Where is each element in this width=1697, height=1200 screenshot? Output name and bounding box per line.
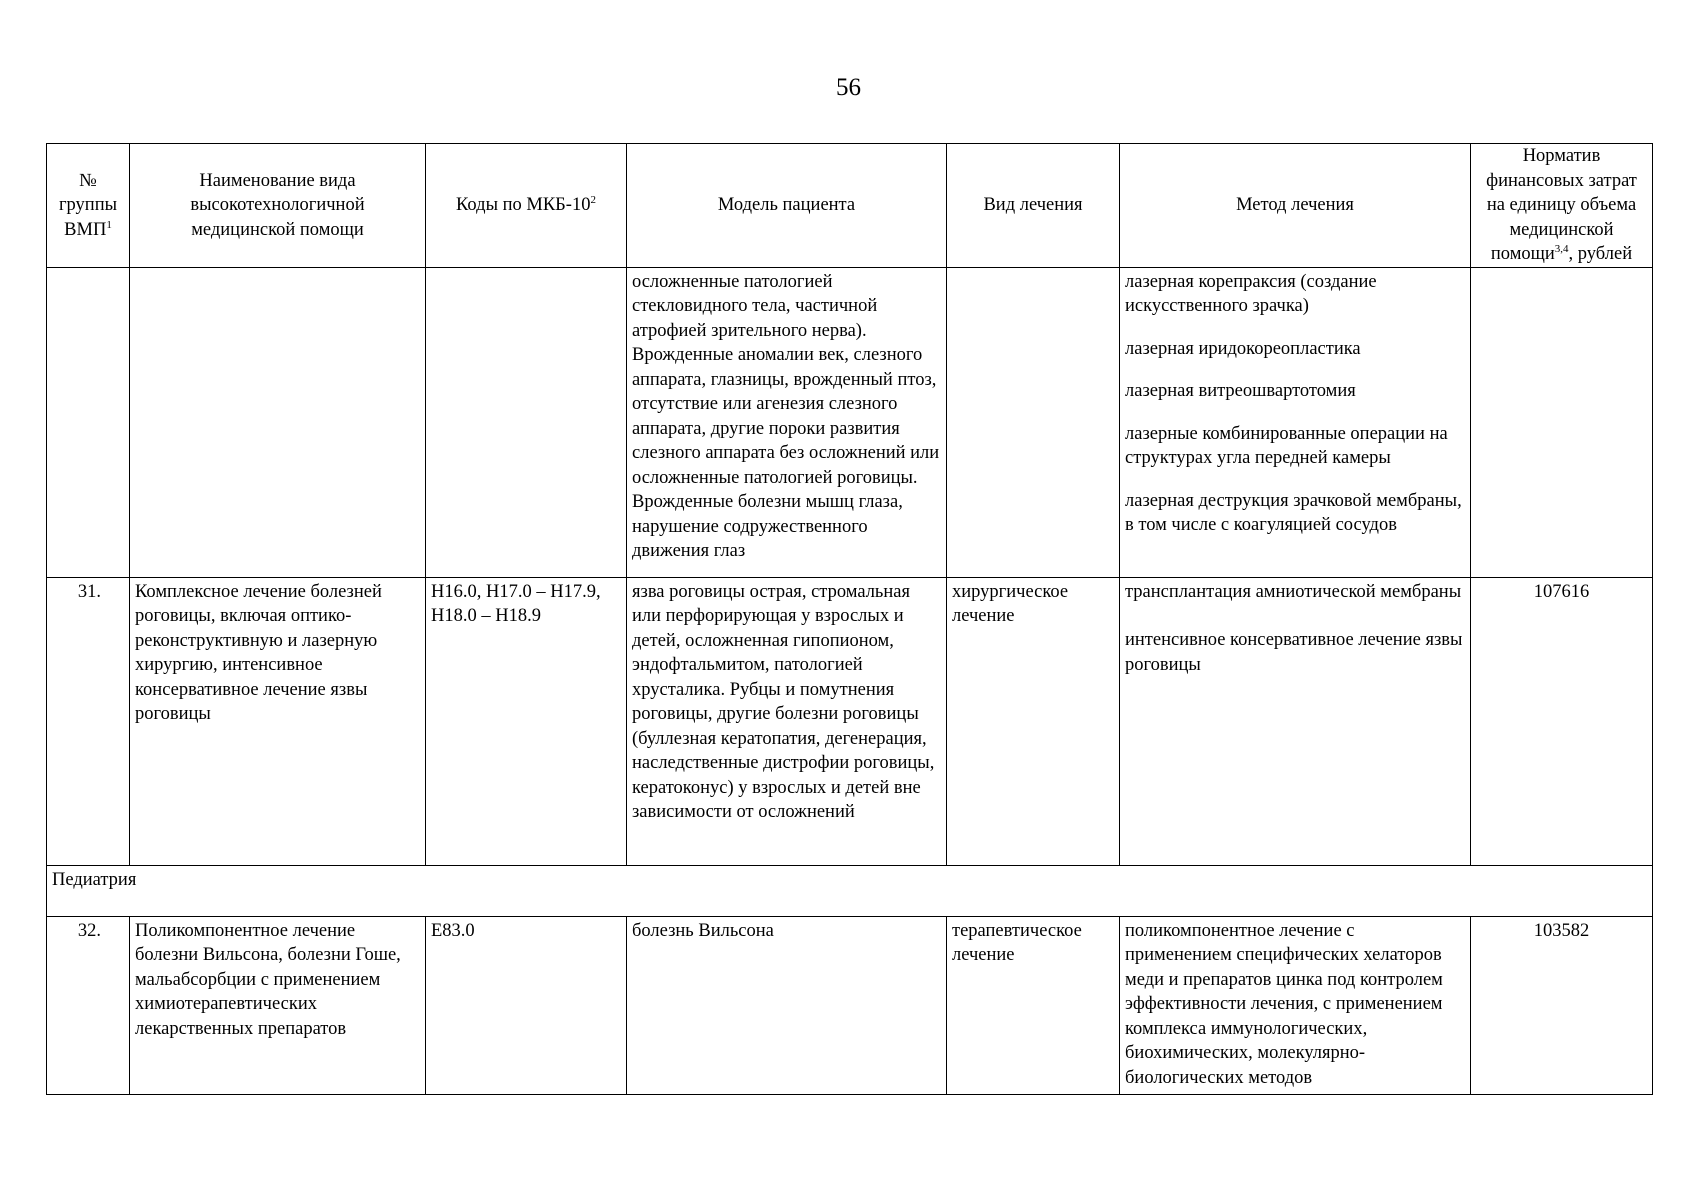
- method-item: лазерная корепраксия (создание искусственного зрачка): [1125, 271, 1377, 316]
- header-care-type: Наименование вида высокотехнологичной медицинской помощи: [130, 144, 426, 268]
- cell-treatment-method: [1120, 916, 1471, 1095]
- page-number: 56: [836, 74, 861, 101]
- header-group-number: № группы ВМП$^1$: [47, 144, 130, 268]
- cell-patient-model: болезнь Вильсона: [627, 916, 947, 1095]
- cell-icd-codes: E83.0: [426, 916, 627, 1095]
- section-row: [47, 865, 1653, 916]
- cell-cost-norm: 103582: [1471, 916, 1653, 1095]
- cell-cost-norm: 107616: [1471, 577, 1653, 865]
- cell-icd-codes: [426, 267, 627, 577]
- header-cost-norm: Норматив финансовых затрат на единицу объема медицинской помощи$^{3,4}$, рублей: [1471, 144, 1653, 268]
- cell-treatment-type: хирургическое лечение: [947, 577, 1120, 865]
- cell-care-type: Поликомпонентное лечение болезни Вильсона, болезни Гоше, мальабсорбции с применением химиотерапевтических лекарственных препаратов: [130, 916, 426, 1095]
- table-row: [47, 577, 1653, 865]
- method-item: лазерная иридокореопластика: [1125, 338, 1361, 359]
- cell-treatment-method: [1120, 577, 1471, 865]
- method-item: поликомпонентное лечение с применением специфических хелаторов меди и препаратов цинка под контролем эффективности лечения, с применением комплекса иммунологических, биохимических, молекулярно-биологических методов: [1125, 920, 1443, 1088]
- method-item: лазерная деструкция зрачковой мембраны, в том числе с коагуляцией сосудов: [1125, 490, 1462, 535]
- section-title: Педиатрия: [47, 865, 1653, 916]
- header-icd-codes: Коды по МКБ-$10^2$: [426, 144, 627, 268]
- cell-group-number: 31.: [47, 577, 130, 865]
- cell-care-type: [130, 267, 426, 577]
- method-item: лазерные комбинированные операции на структурах угла передней камеры: [1125, 423, 1448, 468]
- header-treatment-type: Вид лечения: [947, 144, 1120, 268]
- cell-patient-model: язва роговицы острая, стромальная или перфорирующая у взрослых и детей, осложненная гипопионом, эндофтальмитом, патологией хрусталика. Рубцы и помутнения роговицы, другие болезни роговицы (буллезная кератопатия, дегенерация, наследственные дистрофии роговицы, кератоконус) у взрослых и детей вне зависимости от осложнений: [627, 577, 947, 865]
- method-item: трансплантация амниотической мембраны: [1125, 581, 1462, 602]
- cell-care-type: Комплексное лечение болезней роговицы, включая оптико-реконструктивную и лазерную хирургию, интенсивное консервативное лечение язвы роговицы: [130, 577, 426, 865]
- table-header-row: [47, 144, 1653, 268]
- header-patient-model: Модель пациента: [627, 144, 947, 268]
- method-item: лазерная витреошвартотомия: [1125, 381, 1356, 401]
- vmp-table: [46, 143, 1653, 1095]
- header-treatment-method: Метод лечения: [1120, 144, 1471, 268]
- cell-group-number: [47, 267, 130, 577]
- cell-icd-codes: H16.0, H17.0 – H17.9, H18.0 – H18.9: [426, 577, 627, 865]
- cell-treatment-method: [1120, 267, 1471, 577]
- table-row: [47, 916, 1653, 1095]
- method-item: интенсивное консервативное лечение язвы роговицы: [1125, 630, 1463, 675]
- cell-cost-norm: [1471, 267, 1653, 577]
- cell-treatment-type: [947, 267, 1120, 577]
- table-row: [47, 267, 1653, 577]
- cell-treatment-type: терапевтическое лечение: [947, 916, 1120, 1095]
- cell-group-number: 32.: [47, 916, 130, 1095]
- cell-patient-model: осложненные патологией стекловидного тела, частичной атрофией зрительного нерва). Врожденные аномалии век, слезного аппарата, глазницы, врожденный птоз, отсутствие или агенезия слезного аппарата, другие пороки развития слезного аппарата без осложнений или осложненные патологией роговицы. Врожденные болезни мышц глаза, нарушение содружественного движения глаз: [627, 267, 947, 577]
